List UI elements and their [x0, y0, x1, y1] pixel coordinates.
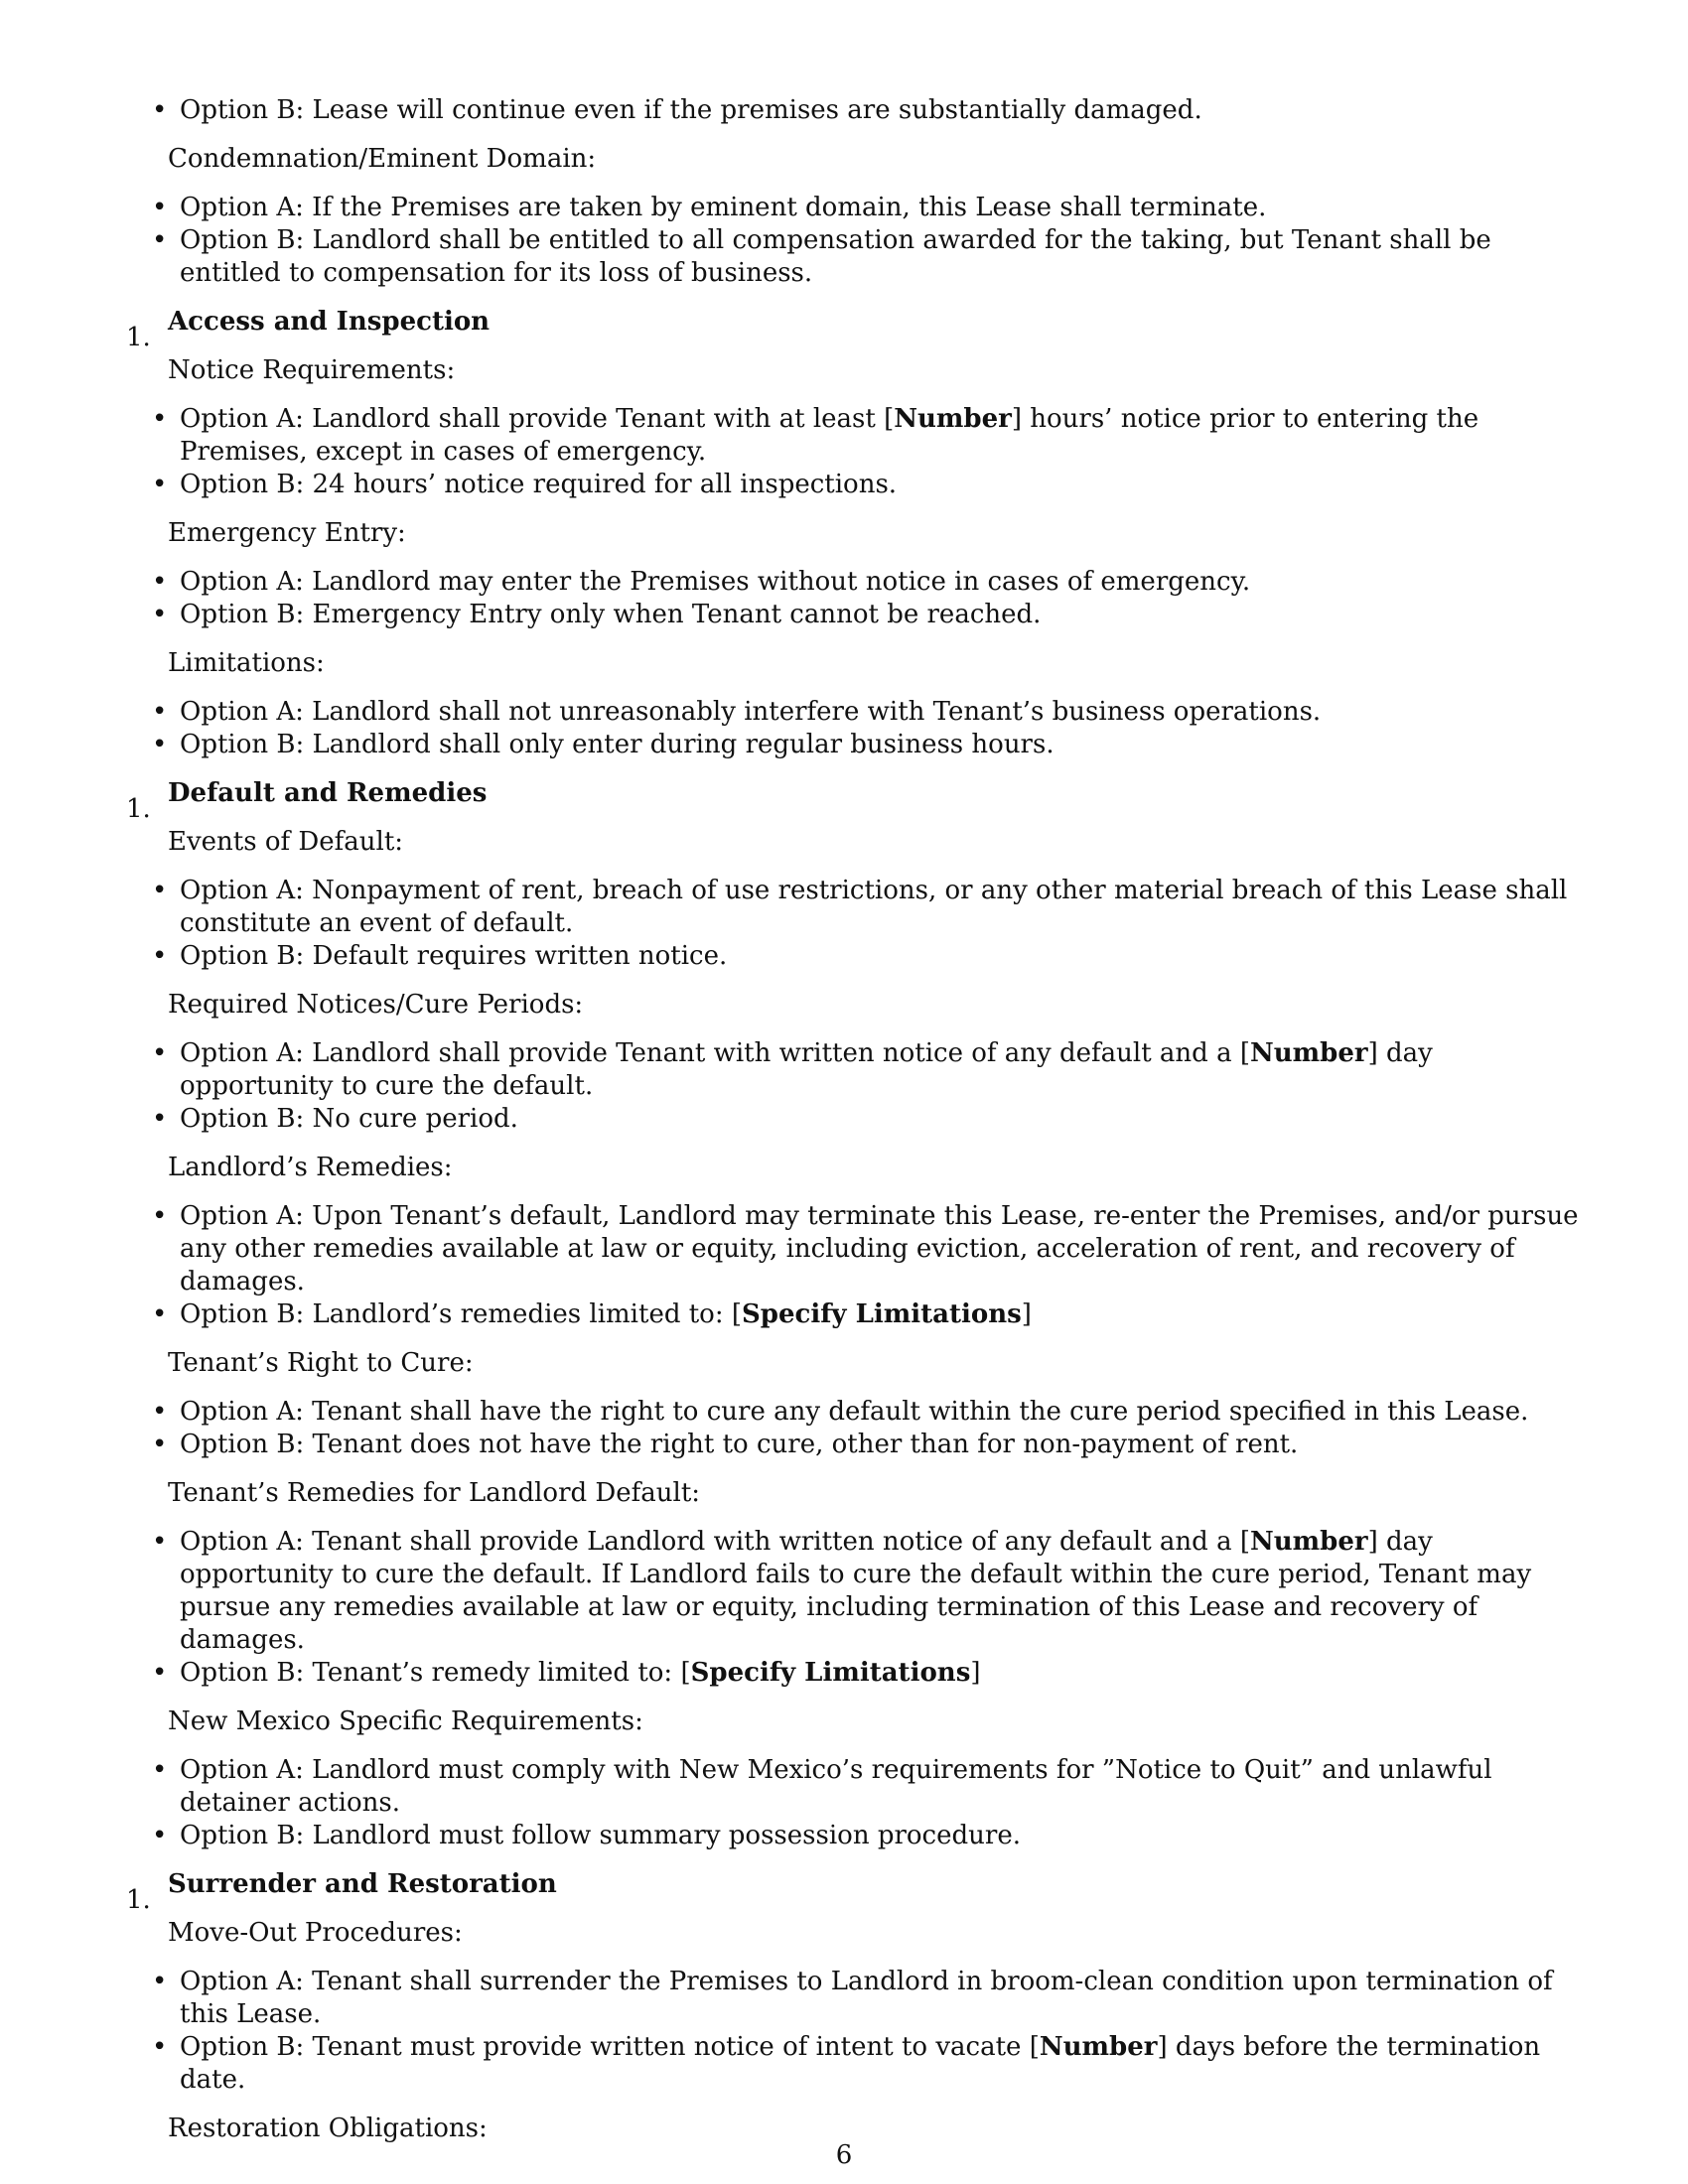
subsection-bullet-list — [119, 1966, 1589, 2097]
bullet-text: Option A: Landlord shall not unreasonably interfere with Tenant’s business operations. — [180, 697, 1322, 727]
subsection-bullet-list — [119, 1526, 1589, 1690]
list-item — [119, 192, 1589, 224]
bullet-text: Option B: No cure period. — [180, 1104, 518, 1134]
list-item — [119, 1037, 1589, 1103]
bullet-glyph: • — [152, 193, 168, 222]
bullet-text: Option B: Landlord shall be entitled to all compensation awarded for the taking, but Tenant shall be entitled to compensation for its loss of business. — [180, 225, 1491, 288]
bullet-text: Option A: Landlord may enter the Premises without notice in cases of emergency. — [180, 567, 1251, 597]
bullet-text: Option A: Nonpayment of rent, breach of use restrictions, or any other material breach of this Lease shall constitute an event of default. — [180, 876, 1568, 938]
section-number: 1. — [126, 1885, 151, 1915]
bullet-glyph: • — [152, 2032, 168, 2062]
list-item — [119, 1200, 1589, 1298]
bullet-text: ] days before the termination date. — [180, 2032, 1541, 2095]
list-item — [119, 729, 1589, 761]
list-item — [119, 1429, 1589, 1461]
bullet-text: Option B: 24 hours’ notice required for all inspections. — [180, 470, 898, 499]
subsection-bullet-list — [119, 192, 1589, 290]
subsection-bullet-list — [119, 1200, 1589, 1331]
list-item — [119, 1657, 1589, 1690]
bullet-text: Option A: Tenant shall have the right to cure any default within the cure period specified in this Lease. — [180, 1397, 1529, 1427]
list-item — [119, 696, 1589, 729]
placeholder-text: Specify Limitations — [742, 1299, 1022, 1329]
list-item — [119, 403, 1589, 469]
placeholder-text: Specify Limitations — [690, 1658, 971, 1688]
bullet-glyph: • — [152, 470, 168, 499]
section-list — [119, 306, 1589, 2145]
bullet-glyph: • — [152, 1299, 168, 1329]
placeholder-text: Number — [1039, 2032, 1158, 2062]
bullet-glyph: • — [152, 1967, 168, 1996]
list-item — [119, 1820, 1589, 1852]
section — [119, 306, 1589, 761]
list-item — [119, 1298, 1589, 1331]
bullet-glyph: • — [152, 1201, 168, 1231]
bullet-glyph: • — [152, 1038, 168, 1068]
bullet-text: ] hours’ notice prior to entering the Premises, except in cases of emergency. — [180, 404, 1479, 467]
bullet-glyph: • — [152, 1397, 168, 1427]
bullet-glyph: • — [152, 1658, 168, 1688]
subsection-label: Required Notices/Cure Periods: — [168, 990, 584, 1020]
section — [119, 1868, 1589, 2145]
subsection-bullet-list — [119, 403, 1589, 501]
list-item — [119, 94, 1589, 127]
placeholder-text: Number — [1250, 1527, 1368, 1557]
bullet-text: Option B: Lease will continue even if the premises are substantially damaged. — [180, 95, 1202, 125]
section-title: Access and Inspection — [168, 307, 491, 337]
bullet-glyph: • — [152, 1527, 168, 1557]
list-item — [119, 469, 1589, 501]
list-item — [119, 875, 1589, 940]
placeholder-text: Number — [894, 404, 1012, 434]
bullet-glyph: • — [152, 404, 168, 434]
bullet-glyph: • — [152, 1755, 168, 1785]
list-item — [119, 1966, 1589, 2031]
subsection-label: Landlord’s Remedies: — [168, 1153, 453, 1182]
bullet-glyph: • — [152, 95, 168, 125]
bullet-text: Option A: Tenant shall provide Landlord with written notice of any default and a [ — [180, 1527, 1250, 1557]
subsection-label: Emergency Entry: — [168, 518, 406, 548]
bullet-text: Option B: Tenant’s remedy limited to: [ — [180, 1658, 691, 1688]
placeholder-text: Number — [1250, 1038, 1368, 1068]
document-body — [119, 94, 1589, 2145]
bullet-text: Option A: If the Premises are taken by eminent domain, this Lease shall terminate. — [180, 193, 1267, 222]
subsection-label: Condemnation/Eminent Domain: — [168, 144, 597, 174]
bullet-glyph: • — [152, 1821, 168, 1850]
section-title: Surrender and Restoration — [168, 1869, 557, 1899]
bullet-glyph: • — [152, 876, 168, 905]
bullet-glyph: • — [152, 697, 168, 727]
bullet-text: ] — [1021, 1299, 1032, 1329]
section-title: Default and Remedies — [168, 778, 488, 808]
intro-subsection — [152, 143, 1589, 290]
list-item — [119, 1526, 1589, 1657]
bullet-text: ] — [970, 1658, 981, 1688]
list-item — [119, 566, 1589, 599]
bullet-text: Option A: Landlord shall provide Tenant with at least — [180, 404, 885, 434]
bullet-glyph: • — [152, 1104, 168, 1134]
bullet-text: ] day opportunity to cure the default. — [180, 1038, 1433, 1101]
subsection-label: Limitations: — [168, 648, 325, 678]
bullet-text: Option A: Tenant shall surrender the Premises to Landlord in broom-clean condition upon termination of this Lease. — [180, 1967, 1553, 2029]
bullet-text: Option B: Default requires written notice. — [180, 941, 728, 971]
bullet-text: Option A: Landlord must comply with New Mexico’s requirements for ”Notice to Quit” and unlawful detainer actions. — [180, 1755, 1492, 1818]
bullet-text: ] day opportunity to cure the default. If Landlord fails to cure the default within the cure period, Tenant may pursue any remedies available at law or equity, including termination of this Lease and recovery of damages. — [180, 1527, 1532, 1655]
bullet-text: Option B: Landlord’s remedies limited to: [ — [180, 1299, 743, 1329]
subsection-label: Restoration Obligations: — [168, 2114, 488, 2143]
bullet-text: Option B: Tenant does not have the right to cure, other than for non-payment of rent. — [180, 1430, 1299, 1459]
bullet-glyph: • — [152, 567, 168, 597]
subsection-label: Tenant’s Right to Cure: — [168, 1348, 474, 1378]
subsection-label: Events of Default: — [168, 827, 404, 857]
list-item — [119, 940, 1589, 973]
section-number: 1. — [126, 794, 151, 824]
bullet-text: [ — [884, 404, 895, 434]
subsection-bullet-list — [119, 875, 1589, 973]
subsection-bullet-list — [119, 1396, 1589, 1461]
bullet-glyph: • — [152, 1430, 168, 1459]
bullet-text: Option A: Landlord shall provide Tenant with written notice of any default and a [ — [180, 1038, 1250, 1068]
bullet-glyph: • — [152, 730, 168, 759]
subsection-label: New Mexico Specific Requirements: — [168, 1706, 643, 1736]
bullet-glyph: • — [152, 225, 168, 255]
list-item — [119, 1754, 1589, 1820]
bullet-glyph: • — [152, 600, 168, 629]
bullet-text: Option B: Landlord must follow summary possession procedure. — [180, 1821, 1021, 1850]
subsection-bullet-list — [119, 1754, 1589, 1852]
page-number: 6 — [835, 2140, 853, 2170]
continued-bullet-list — [119, 94, 1589, 127]
subsection-bullet-list — [119, 1037, 1589, 1136]
section-number: 1. — [126, 323, 151, 352]
list-item — [119, 224, 1589, 290]
list-item — [119, 1103, 1589, 1136]
bullet-text: Option B: Tenant must provide written notice of intent to vacate [ — [180, 2032, 1040, 2062]
list-item — [119, 2031, 1589, 2097]
list-item — [119, 599, 1589, 631]
subsection-bullet-list — [119, 566, 1589, 631]
subsection-label: Notice Requirements: — [168, 355, 456, 385]
bullet-text: Option B: Emergency Entry only when Tenant cannot be reached. — [180, 600, 1042, 629]
section — [119, 777, 1589, 1852]
bullet-text: Option B: Landlord shall only enter during regular business hours. — [180, 730, 1055, 759]
bullet-text: Option A: Upon Tenant’s default, Landlord may terminate this Lease, re-enter the Premises, and/or pursue any other remedies available at law or equity, including eviction, acceleration of rent, and recovery of damages. — [180, 1201, 1579, 1297]
list-item — [119, 1396, 1589, 1429]
bullet-glyph: • — [152, 941, 168, 971]
subsection-label: Move-Out Procedures: — [168, 1918, 463, 1948]
subsection-label: Tenant’s Remedies for Landlord Default: — [168, 1478, 701, 1508]
subsection-bullet-list — [119, 696, 1589, 761]
